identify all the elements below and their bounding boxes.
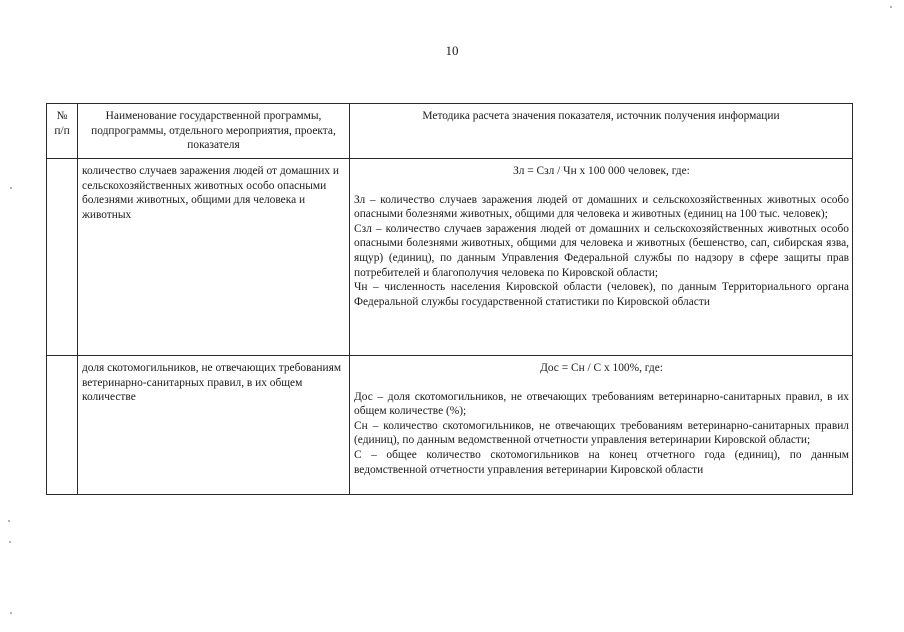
row-number-cell xyxy=(47,356,78,495)
table-row xyxy=(47,356,853,495)
definition-item: Сзл – количество случаев заражения людей от домашних и сельскохозяйственных животных особо опасными болезнями животных, общими для человека и животных (бешенство, сап, сибирская язва, ящур) (единиц), по данным Управления Федеральной службы по надзору в сфере защиты прав потребителей и благополучия человека по Кировской области; xyxy=(354,222,849,279)
header-name-label: Наименование государственной программы, подпрограммы, отдельного мероприятия, проекта, показателя xyxy=(91,110,336,152)
header-number-label: № п/п xyxy=(54,110,70,137)
header-method-label: Методика расчета значения показателя, источник получения информации xyxy=(422,110,780,122)
indicator-name-cell xyxy=(78,159,350,356)
row-number-cell xyxy=(47,159,78,356)
formula: Дос = Сн / С х 100%, где: xyxy=(540,362,663,374)
scan-speck xyxy=(9,541,11,543)
scan-speck xyxy=(10,612,12,614)
table-header-row xyxy=(47,104,853,159)
page-number: 10 xyxy=(445,43,459,58)
method-cell xyxy=(350,159,853,356)
definition-item: Зл – количество случаев заражения людей от домашних и сельскохозяйственных животных особо опасными болезнями животных, общими для человека и животных (единиц на 100 тыс. человек); xyxy=(354,193,849,221)
indicator-name-cell xyxy=(78,356,350,495)
header-name xyxy=(78,104,350,159)
scan-speck xyxy=(8,520,10,522)
definition-item: Сн – количество скотомогильников, не отвечающих требованиям ветеринарно-санитарных правил (единиц), по данным ведомственной отчетности управления ветеринарии Кировской области; xyxy=(354,419,849,447)
methodology-table xyxy=(46,103,853,495)
scan-speck xyxy=(890,6,892,8)
scan-speck xyxy=(10,187,12,189)
definition-item: Дос – доля скотомогильников, не отвечающих требованиям ветеринарно-санитарных правил, в их общем количестве (%); xyxy=(354,390,849,418)
definition-item: С – общее количество скотомогильников на конец отчетного года (единиц), по данным ведомственной отчетности управления ветеринарии Кировской области xyxy=(354,448,849,476)
header-number xyxy=(47,104,78,159)
formula: Зл = Сзл / Чн х 100 000 человек, где: xyxy=(513,165,690,177)
header-method xyxy=(350,104,853,159)
indicator-name: доля скотомогильников, не отвечающих требованиям ветеринарно-санитарных правил, в их общем количестве xyxy=(82,362,342,404)
definition-item: Чн – численность населения Кировской области (человек), по данным Территориального органа Федеральной службы государственной статистики по Кировской области xyxy=(354,281,849,308)
indicator-name: количество случаев заражения людей от домашних и сельскохозяйственных животных особо опасными болезнями животных, общими для человека и животных xyxy=(82,165,339,221)
table-row xyxy=(47,159,853,356)
method-cell xyxy=(350,356,853,495)
